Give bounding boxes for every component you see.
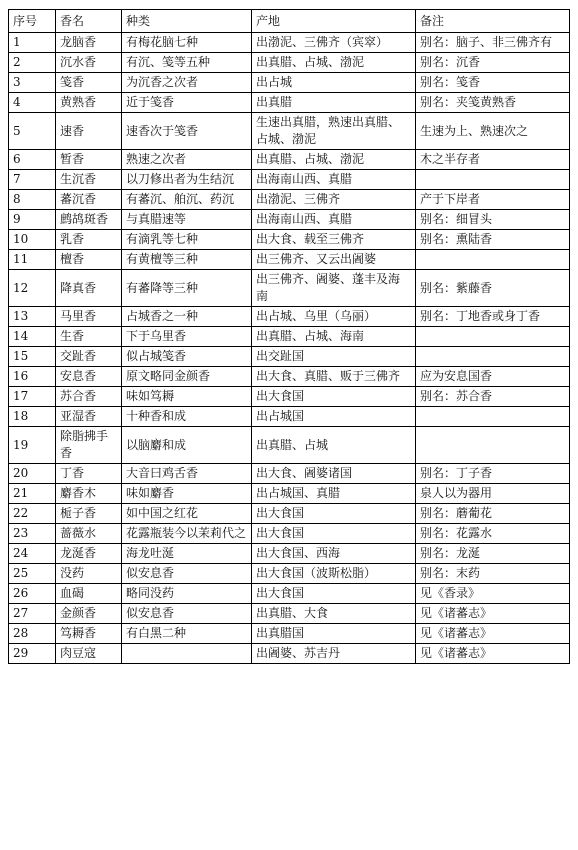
notes-cell: 别名：细冒头 <box>416 210 570 230</box>
notes-cell: 别名：丁地香或身丁香 <box>416 307 570 327</box>
table-row <box>9 524 570 544</box>
origin-cell: 出大食国 <box>252 504 416 524</box>
index-cell: 8 <box>9 190 56 210</box>
table-row <box>9 53 570 73</box>
name-cell: 檀香 <box>56 250 122 270</box>
notes-cell: 应为安息国香 <box>416 367 570 387</box>
type-cell: 有蕃沉、舶沉、药沉 <box>122 190 252 210</box>
notes-cell: 别名：龙涎 <box>416 544 570 564</box>
type-cell: 海龙吐涎 <box>122 544 252 564</box>
header-cell-index: 序号 <box>9 10 56 33</box>
name-cell: 麝香木 <box>56 484 122 504</box>
table-body <box>9 33 570 664</box>
origin-cell: 出真腊、占城 <box>252 427 416 464</box>
type-cell: 有白黑二种 <box>122 624 252 644</box>
table-row <box>9 584 570 604</box>
origin-cell: 出占城国、真腊 <box>252 484 416 504</box>
name-cell: 龙脑香 <box>56 33 122 53</box>
table-row <box>9 230 570 250</box>
index-cell: 27 <box>9 604 56 624</box>
name-cell: 亚湿香 <box>56 407 122 427</box>
type-cell: 原文略同金颜香 <box>122 367 252 387</box>
notes-cell: 见《诸蕃志》 <box>416 624 570 644</box>
table-row <box>9 484 570 504</box>
origin-cell: 生速出真腊，熟速出真腊、占城、渤泥 <box>252 113 416 150</box>
name-cell: 鹧鸪斑香 <box>56 210 122 230</box>
notes-cell: 产于下岸者 <box>416 190 570 210</box>
index-cell: 18 <box>9 407 56 427</box>
origin-cell: 出海南山西、真腊 <box>252 170 416 190</box>
header-cell-type: 种类 <box>122 10 252 33</box>
name-cell: 蔷薇水 <box>56 524 122 544</box>
table-row <box>9 464 570 484</box>
incense-table <box>8 9 570 664</box>
type-cell: 味如麝香 <box>122 484 252 504</box>
table-row <box>9 564 570 584</box>
index-cell: 23 <box>9 524 56 544</box>
index-cell: 13 <box>9 307 56 327</box>
origin-cell: 出真腊、占城、渤泥 <box>252 53 416 73</box>
name-cell: 交趾香 <box>56 347 122 367</box>
index-cell: 20 <box>9 464 56 484</box>
table-row <box>9 93 570 113</box>
origin-cell: 出真腊国 <box>252 624 416 644</box>
notes-cell <box>416 170 570 190</box>
index-cell: 12 <box>9 270 56 307</box>
table-row <box>9 407 570 427</box>
name-cell: 血碣 <box>56 584 122 604</box>
origin-cell: 出三佛齐、阇婆、蓬丰及海南 <box>252 270 416 307</box>
notes-cell: 别名：沉香 <box>416 53 570 73</box>
type-cell: 花露瓶装今以茉莉代之 <box>122 524 252 544</box>
table-row <box>9 644 570 664</box>
name-cell: 生香 <box>56 327 122 347</box>
origin-cell: 出占城国 <box>252 407 416 427</box>
index-cell: 25 <box>9 564 56 584</box>
origin-cell: 出渤泥、三佛齐 <box>252 190 416 210</box>
origin-cell: 出真腊 <box>252 93 416 113</box>
table-row <box>9 604 570 624</box>
notes-cell: 见《香录》 <box>416 584 570 604</box>
table-row <box>9 190 570 210</box>
header-cell-origin: 产地 <box>252 10 416 33</box>
name-cell: 速香 <box>56 113 122 150</box>
notes-cell: 别名：丁子香 <box>416 464 570 484</box>
table-row <box>9 250 570 270</box>
name-cell: 黄熟香 <box>56 93 122 113</box>
notes-cell: 生速为上、熟速次之 <box>416 113 570 150</box>
index-cell: 15 <box>9 347 56 367</box>
origin-cell: 出三佛齐、又云出阇婆 <box>252 250 416 270</box>
name-cell: 马里香 <box>56 307 122 327</box>
index-cell: 17 <box>9 387 56 407</box>
origin-cell: 出大食国 <box>252 524 416 544</box>
index-cell: 10 <box>9 230 56 250</box>
type-cell: 十种香和成 <box>122 407 252 427</box>
notes-cell: 别名：苏合香 <box>416 387 570 407</box>
origin-cell: 出渤泥、三佛齐（宾窣） <box>252 33 416 53</box>
name-cell: 没药 <box>56 564 122 584</box>
type-cell: 以脑麝和成 <box>122 427 252 464</box>
origin-cell: 出占城、乌里（乌丽） <box>252 307 416 327</box>
origin-cell: 出海南山西、真腊 <box>252 210 416 230</box>
type-cell: 似安息香 <box>122 564 252 584</box>
table-row <box>9 624 570 644</box>
type-cell: 熟速之次者 <box>122 150 252 170</box>
notes-cell <box>416 327 570 347</box>
type-cell: 速香次于笺香 <box>122 113 252 150</box>
index-cell: 6 <box>9 150 56 170</box>
notes-cell: 见《诸蕃志》 <box>416 604 570 624</box>
notes-cell <box>416 407 570 427</box>
table-row <box>9 113 570 150</box>
type-cell: 为沉香之次者 <box>122 73 252 93</box>
table-row <box>9 33 570 53</box>
type-cell: 有蕃降等三种 <box>122 270 252 307</box>
index-cell: 29 <box>9 644 56 664</box>
index-cell: 19 <box>9 427 56 464</box>
index-cell: 14 <box>9 327 56 347</box>
notes-cell: 别名：末药 <box>416 564 570 584</box>
index-cell: 5 <box>9 113 56 150</box>
origin-cell: 出大食、载至三佛齐 <box>252 230 416 250</box>
index-cell: 11 <box>9 250 56 270</box>
origin-cell: 出真腊、大食 <box>252 604 416 624</box>
type-cell: 大音曰鸡舌香 <box>122 464 252 484</box>
name-cell: 丁香 <box>56 464 122 484</box>
name-cell: 龙涎香 <box>56 544 122 564</box>
origin-cell: 出大食国 <box>252 584 416 604</box>
name-cell: 栀子香 <box>56 504 122 524</box>
notes-cell: 木之半存者 <box>416 150 570 170</box>
index-cell: 7 <box>9 170 56 190</box>
table-row <box>9 150 570 170</box>
table-row <box>9 327 570 347</box>
notes-cell: 别名：夹笺黄熟香 <box>416 93 570 113</box>
name-cell: 苏合香 <box>56 387 122 407</box>
origin-cell: 出大食、阇婆诸国 <box>252 464 416 484</box>
index-cell: 2 <box>9 53 56 73</box>
index-cell: 22 <box>9 504 56 524</box>
origin-cell: 出交趾国 <box>252 347 416 367</box>
type-cell: 似安息香 <box>122 604 252 624</box>
table-row <box>9 367 570 387</box>
table-row <box>9 307 570 327</box>
notes-cell: 别名：蘑葡花 <box>416 504 570 524</box>
notes-cell: 泉人以为器用 <box>416 484 570 504</box>
type-cell: 有黄檀等三种 <box>122 250 252 270</box>
name-cell: 除脂拂手香 <box>56 427 122 464</box>
name-cell: 金颜香 <box>56 604 122 624</box>
name-cell: 暂香 <box>56 150 122 170</box>
origin-cell: 出阇婆、苏吉丹 <box>252 644 416 664</box>
index-cell: 21 <box>9 484 56 504</box>
name-cell: 沉水香 <box>56 53 122 73</box>
index-cell: 16 <box>9 367 56 387</box>
index-cell: 28 <box>9 624 56 644</box>
type-cell <box>122 644 252 664</box>
type-cell: 近于笺香 <box>122 93 252 113</box>
type-cell: 占城香之一种 <box>122 307 252 327</box>
name-cell: 安息香 <box>56 367 122 387</box>
type-cell: 与真腊速等 <box>122 210 252 230</box>
header-row <box>9 10 570 33</box>
notes-cell: 别名：熏陆香 <box>416 230 570 250</box>
index-cell: 24 <box>9 544 56 564</box>
origin-cell: 出真腊、占城、渤泥 <box>252 150 416 170</box>
origin-cell: 出大食国 <box>252 387 416 407</box>
index-cell: 4 <box>9 93 56 113</box>
table-row <box>9 347 570 367</box>
notes-cell: 别名：花露水 <box>416 524 570 544</box>
notes-cell: 别名：笺香 <box>416 73 570 93</box>
name-cell: 肉豆寇 <box>56 644 122 664</box>
index-cell: 3 <box>9 73 56 93</box>
table-row <box>9 504 570 524</box>
type-cell: 略同没药 <box>122 584 252 604</box>
table-row <box>9 544 570 564</box>
notes-cell: 见《诸蕃志》 <box>416 644 570 664</box>
index-cell: 1 <box>9 33 56 53</box>
origin-cell: 出大食国、西海 <box>252 544 416 564</box>
name-cell: 乳香 <box>56 230 122 250</box>
type-cell: 有滴乳等七种 <box>122 230 252 250</box>
origin-cell: 出大食、真腊、贩于三佛齐 <box>252 367 416 387</box>
table-row <box>9 387 570 407</box>
table-row <box>9 73 570 93</box>
table-row <box>9 170 570 190</box>
header-cell-notes: 备注 <box>416 10 570 33</box>
name-cell: 笺香 <box>56 73 122 93</box>
table-row <box>9 427 570 464</box>
notes-cell <box>416 250 570 270</box>
name-cell: 生沉香 <box>56 170 122 190</box>
origin-cell: 出占城 <box>252 73 416 93</box>
notes-cell <box>416 347 570 367</box>
notes-cell <box>416 427 570 464</box>
type-cell: 下于乌里香 <box>122 327 252 347</box>
type-cell: 以刀修出者为生结沉 <box>122 170 252 190</box>
name-cell: 笃耨香 <box>56 624 122 644</box>
origin-cell: 出真腊、占城、海南 <box>252 327 416 347</box>
table-row <box>9 270 570 307</box>
type-cell: 似占城笺香 <box>122 347 252 367</box>
notes-cell: 别名：脑子、非三佛齐有 <box>416 33 570 53</box>
name-cell: 蕃沉香 <box>56 190 122 210</box>
origin-cell: 出大食国（波斯松脂） <box>252 564 416 584</box>
type-cell: 有沉、笺等五种 <box>122 53 252 73</box>
name-cell: 降真香 <box>56 270 122 307</box>
index-cell: 9 <box>9 210 56 230</box>
header-cell-name: 香名 <box>56 10 122 33</box>
table-row <box>9 210 570 230</box>
type-cell: 有梅花脑七种 <box>122 33 252 53</box>
notes-cell: 别名：紫藤香 <box>416 270 570 307</box>
type-cell: 味如笃耨 <box>122 387 252 407</box>
type-cell: 如中国之红花 <box>122 504 252 524</box>
index-cell: 26 <box>9 584 56 604</box>
